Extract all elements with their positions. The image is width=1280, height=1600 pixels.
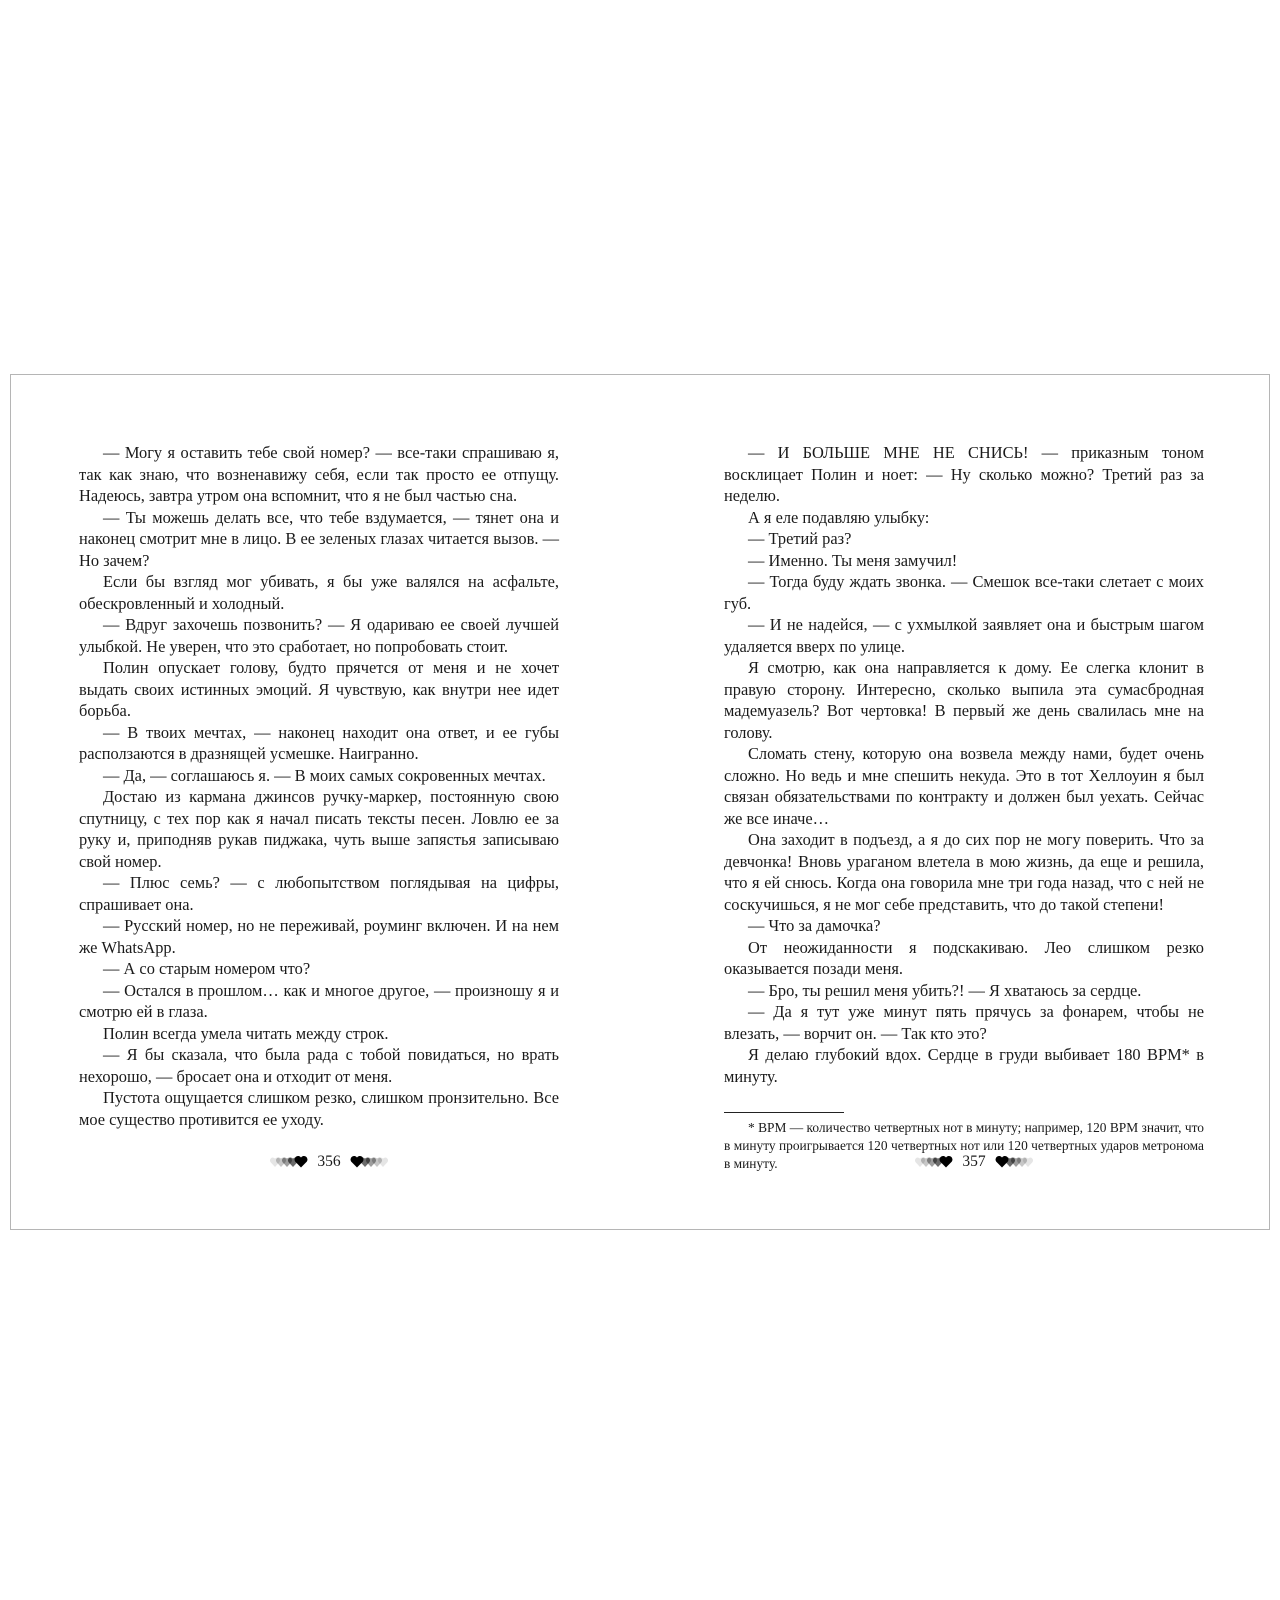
paragraph: — Ты можешь делать все, что тебе вздумается, — тянет она и наконец смотрит мне в лицо. В ее зеленых глазах читается вызов. — Но зачем? (79, 507, 559, 570)
paragraph: — Тогда буду ждать звонка. — Смешок все-таки слетает с моих губ. (724, 572, 1204, 613)
paragraph: Я делаю глубокий вдох. Сердце в груди выбивает 180 BPM* в минуту. (724, 1045, 1204, 1086)
paragraph: — Да я тут уже минут пять прячусь за фонарем, чтобы не влезать, — ворчит он. — Так кто это? (724, 1002, 1204, 1043)
footnote: * BPM — количество четвертных нот в минуту; например, 120 BPM значит, что в минуту проигрывается 120 четвертных нот или 120 четвертных ударов метронома в минуту. (724, 1120, 1204, 1171)
right-page-folio (854, 1153, 1094, 1171)
paragraph: — Именно. Ты меня замучил! (748, 550, 958, 570)
paragraph: Я смотрю, как она направляется к дому. Ее слегка клонит в правую сторону. Интересно, сколько выпила эта сумасбродная мадемуазель? Вот чертовка! В первый же день свалилась мне на голову. (724, 658, 1204, 742)
footnote-divider (724, 1112, 844, 1113)
paragraph: — Бро, ты решил меня убить?! — Я хватаюсь за сердце. (748, 980, 1142, 1000)
paragraph: Она заходит в подъезд, а я до сих пор не могу поверить. Что за девчонка! Вновь ураганом влетела в мою жизнь, да еще и решила, что я ей снюсь. Когда она говорила мне три года назад, что с ней не соскучишься, я не мог себе представить, что до такой степени! (724, 830, 1204, 914)
paragraph: — А со старым номером что? (103, 959, 311, 978)
paragraph: — В твоих мечтах, — наконец находит она ответ, и ее губы расползаются в дразнящей усмешке. Наигранно. (79, 722, 559, 763)
paragraph: — Русский номер, но не переживай, роуминг включен. И на нем же WhatsApp. (79, 916, 559, 957)
left-page (79, 442, 559, 1130)
fading-hearts-icon (348, 1156, 388, 1168)
paragraph: — И не надейся, — с ухмылкой заявляет она и быстрым шагом удаляется вверх по улице. (724, 615, 1204, 656)
paragraph: Если бы взгляд мог убивать, я бы уже валялся на асфальте, обескровленный и холодный. (79, 572, 559, 613)
paragraph: — Остался в прошлом… как и многое другое, — произношу я и смотрю ей в глаза. (79, 980, 559, 1021)
paragraph: — Вдруг захочешь позвонить? — Я одариваю ее своей лучшей улыбкой. Не уверен, что это сработает, но попробовать стоит. (79, 615, 559, 656)
paragraph: — Я бы сказала, что была рада с тобой повидаться, но врать нехорошо, — бросает она и отходит от меня. (79, 1045, 559, 1086)
paragraph: — Третий раз? (748, 529, 852, 548)
paragraph: — Да, — соглашаюсь я. — В моих самых сокровенных мечтах. (103, 765, 546, 785)
paragraph: Пустота ощущается слишком резко, слишком пронзительно. Все мое существо противится ее уходу. (79, 1088, 559, 1129)
page-number: 357 (962, 1153, 986, 1170)
paragraph: А я еле подавляю улыбку: (748, 507, 930, 527)
paragraph: — И БОЛЬШЕ МНЕ НЕ СНИСЬ! — приказным тоном восклицает Полин и ноет: — Ну сколько можно? Третий раз за неделю. (724, 443, 1204, 505)
paragraph: — Что за дамочка? (748, 916, 881, 935)
fading-hearts-icon (915, 1156, 955, 1168)
fading-hearts-icon (270, 1156, 310, 1168)
paragraph: Полин опускает голову, будто прячется от меня и не хочет выдать своих истинных эмоций. Я чувствую, как внутри нее идет борьба. (79, 658, 559, 720)
paragraph: Полин всегда умела читать между строк. (103, 1023, 389, 1043)
paragraph: — Могу я оставить тебе свой номер? — все-таки спрашиваю я, так как знаю, что возненавижу себя, если так просто ее отпущу. Надеюсь, завтра утром она вспомнит, что я не был частью сна. (79, 443, 559, 505)
paragraph: Сломать стену, которую она возвела между нами, будет очень сложно. Но ведь и мне спешить некуда. Это в тот Хеллоуин я был связан обязательствами по контракту и должен был уехать. Сейчас же все иначе… (724, 744, 1204, 828)
paragraph: От неожиданности я подскакиваю. Лео слишком резко оказывается позади меня. (724, 937, 1204, 978)
paragraph: Достаю из кармана джинсов ручку-маркер, постоянную свою спутницу, с тех пор как я начал писать тексты песен. Ловлю ее за руку и, приподняв рукав пиджака, чуть выше запястья записываю свой номер. (79, 787, 559, 871)
fading-hearts-icon (993, 1156, 1033, 1168)
left-page-folio (209, 1153, 449, 1171)
page-number: 356 (317, 1153, 341, 1170)
paragraph: — Плюс семь? — с любопытством поглядывая на цифры, спрашивает она. (79, 873, 559, 914)
book-spread (10, 374, 1270, 1230)
right-page (724, 442, 1204, 1173)
